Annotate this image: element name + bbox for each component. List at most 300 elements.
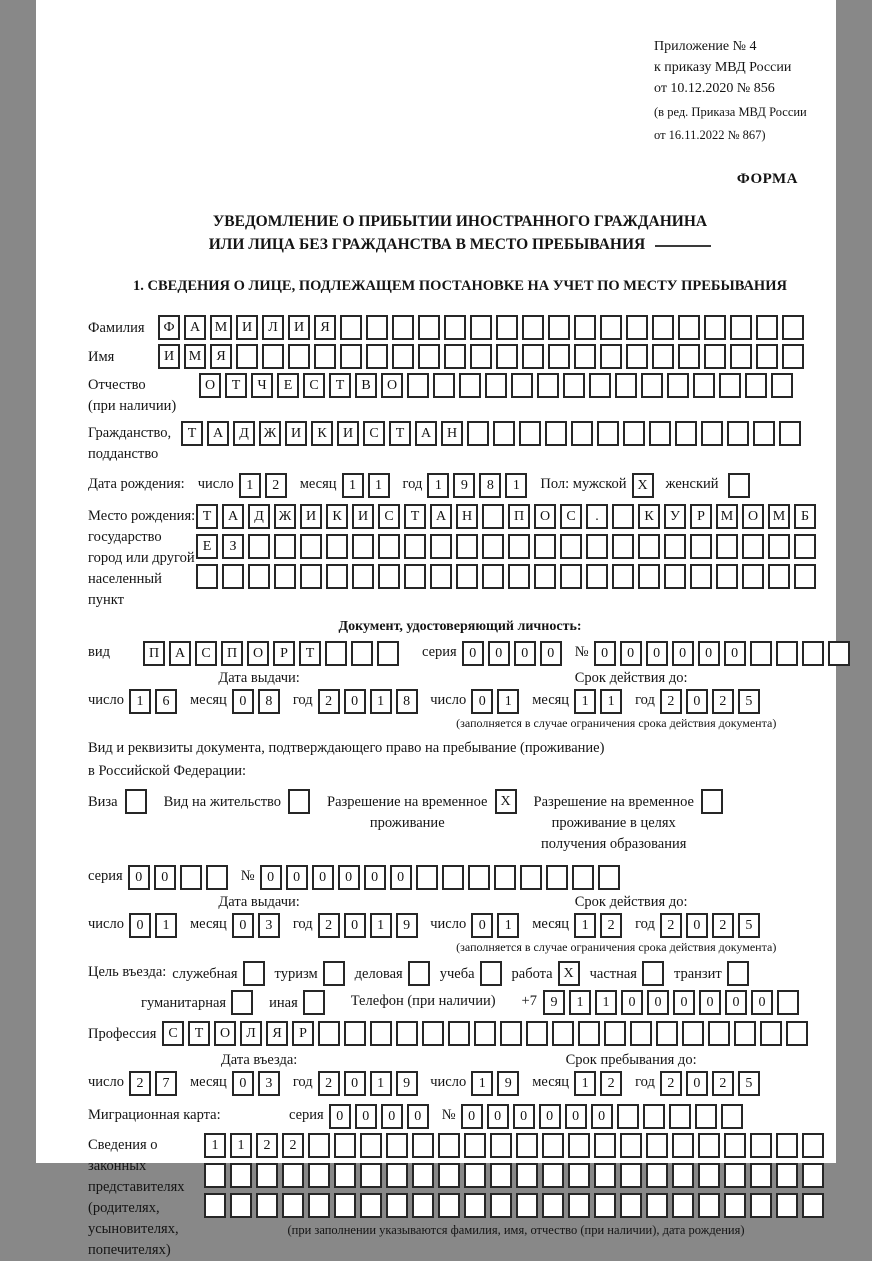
char-cell[interactable] <box>516 1193 538 1218</box>
char-cell[interactable] <box>392 315 414 340</box>
char-cell[interactable] <box>698 1133 720 1158</box>
char-cell[interactable]: Т <box>188 1021 210 1046</box>
char-cell[interactable] <box>248 534 270 559</box>
char-cell[interactable] <box>675 421 697 446</box>
char-cell[interactable]: В <box>355 373 377 398</box>
char-cell[interactable] <box>571 421 593 446</box>
char-cell[interactable]: К <box>326 504 348 529</box>
char-cell[interactable] <box>430 564 452 589</box>
char-cell[interactable] <box>586 564 608 589</box>
char-cell[interactable] <box>750 641 772 666</box>
char-cell[interactable] <box>508 564 530 589</box>
char-cell[interactable]: 0 <box>329 1104 351 1129</box>
char-cell[interactable] <box>704 344 726 369</box>
char-cell[interactable] <box>366 315 388 340</box>
char-cell[interactable]: А <box>222 504 244 529</box>
char-cell[interactable]: 1 <box>471 1071 493 1096</box>
char-cell[interactable] <box>493 421 515 446</box>
char-cell[interactable] <box>537 373 559 398</box>
char-cell[interactable] <box>574 315 596 340</box>
residence-permit-checkbox[interactable] <box>288 789 310 814</box>
char-cell[interactable]: 9 <box>543 990 565 1015</box>
purpose-official-checkbox[interactable] <box>243 961 265 986</box>
char-cell[interactable] <box>204 1163 226 1188</box>
char-cell[interactable] <box>412 1193 434 1218</box>
char-cell[interactable] <box>474 1021 496 1046</box>
female-checkbox[interactable] <box>728 473 750 498</box>
char-cell[interactable] <box>615 373 637 398</box>
char-cell[interactable]: 0 <box>698 641 720 666</box>
char-cell[interactable] <box>370 1021 392 1046</box>
char-cell[interactable] <box>360 1193 382 1218</box>
char-cell[interactable] <box>594 1193 616 1218</box>
char-cell[interactable] <box>760 1021 782 1046</box>
char-cell[interactable] <box>646 1163 668 1188</box>
char-cell[interactable] <box>546 865 568 890</box>
char-cell[interactable]: П <box>221 641 243 666</box>
char-cell[interactable] <box>377 641 399 666</box>
char-cell[interactable]: Я <box>266 1021 288 1046</box>
char-cell[interactable] <box>620 1163 642 1188</box>
char-cell[interactable] <box>326 534 348 559</box>
char-cell[interactable]: 2 <box>600 913 622 938</box>
char-cell[interactable] <box>597 421 619 446</box>
char-cell[interactable]: И <box>337 421 359 446</box>
char-cell[interactable] <box>745 373 767 398</box>
char-cell[interactable] <box>612 504 634 529</box>
char-cell[interactable]: 2 <box>712 1071 734 1096</box>
char-cell[interactable]: И <box>285 421 307 446</box>
char-cell[interactable] <box>768 564 790 589</box>
char-cell[interactable] <box>378 564 400 589</box>
char-cell[interactable] <box>678 344 700 369</box>
char-cell[interactable] <box>724 1133 746 1158</box>
char-cell[interactable] <box>586 534 608 559</box>
char-cell[interactable] <box>730 344 752 369</box>
char-cell[interactable] <box>396 1021 418 1046</box>
char-cell[interactable] <box>756 315 778 340</box>
char-cell[interactable] <box>716 534 738 559</box>
char-cell[interactable]: 8 <box>396 689 418 714</box>
char-cell[interactable] <box>604 1021 626 1046</box>
char-cell[interactable] <box>352 564 374 589</box>
char-cell[interactable]: С <box>162 1021 184 1046</box>
char-cell[interactable]: 2 <box>600 1071 622 1096</box>
char-cell[interactable] <box>724 1163 746 1188</box>
char-cell[interactable]: 1 <box>569 990 591 1015</box>
char-cell[interactable]: 0 <box>355 1104 377 1129</box>
char-cell[interactable] <box>594 1163 616 1188</box>
char-cell[interactable] <box>314 344 336 369</box>
char-cell[interactable]: 1 <box>155 913 177 938</box>
char-cell[interactable] <box>802 1133 824 1158</box>
char-cell[interactable] <box>643 1104 665 1129</box>
purpose-tourism-checkbox[interactable] <box>323 961 345 986</box>
char-cell[interactable]: М <box>716 504 738 529</box>
char-cell[interactable]: А <box>169 641 191 666</box>
char-cell[interactable] <box>721 1104 743 1129</box>
char-cell[interactable] <box>652 344 674 369</box>
char-cell[interactable]: 1 <box>204 1133 226 1158</box>
char-cell[interactable] <box>459 373 481 398</box>
char-cell[interactable]: 0 <box>620 641 642 666</box>
char-cell[interactable] <box>667 373 689 398</box>
char-cell[interactable]: 1 <box>370 913 392 938</box>
char-cell[interactable]: 0 <box>673 990 695 1015</box>
char-cell[interactable] <box>617 1104 639 1129</box>
char-cell[interactable] <box>444 315 466 340</box>
char-cell[interactable]: Т <box>181 421 203 446</box>
char-cell[interactable]: 0 <box>565 1104 587 1129</box>
char-cell[interactable] <box>664 534 686 559</box>
char-cell[interactable]: 0 <box>725 990 747 1015</box>
char-cell[interactable] <box>482 534 504 559</box>
char-cell[interactable]: Т <box>329 373 351 398</box>
char-cell[interactable]: 1 <box>342 473 364 498</box>
char-cell[interactable] <box>750 1163 772 1188</box>
char-cell[interactable]: 1 <box>427 473 449 498</box>
char-cell[interactable]: 1 <box>574 913 596 938</box>
char-cell[interactable] <box>672 1133 694 1158</box>
purpose-transit-checkbox[interactable] <box>727 961 749 986</box>
char-cell[interactable] <box>742 534 764 559</box>
char-cell[interactable] <box>750 1133 772 1158</box>
char-cell[interactable] <box>626 315 648 340</box>
char-cell[interactable] <box>776 1163 798 1188</box>
char-cell[interactable]: 0 <box>686 913 708 938</box>
char-cell[interactable] <box>716 564 738 589</box>
char-cell[interactable] <box>482 564 504 589</box>
char-cell[interactable]: 0 <box>471 913 493 938</box>
char-cell[interactable]: 0 <box>232 1071 254 1096</box>
char-cell[interactable]: Е <box>277 373 299 398</box>
char-cell[interactable]: З <box>222 534 244 559</box>
char-cell[interactable]: 8 <box>479 473 501 498</box>
char-cell[interactable] <box>802 1193 824 1218</box>
char-cell[interactable] <box>430 534 452 559</box>
char-cell[interactable]: 0 <box>471 689 493 714</box>
char-cell[interactable]: 0 <box>286 865 308 890</box>
char-cell[interactable] <box>360 1163 382 1188</box>
char-cell[interactable]: 0 <box>344 689 366 714</box>
char-cell[interactable] <box>496 344 518 369</box>
char-cell[interactable]: О <box>199 373 221 398</box>
char-cell[interactable] <box>664 564 686 589</box>
char-cell[interactable]: Я <box>314 315 336 340</box>
char-cell[interactable] <box>412 1163 434 1188</box>
char-cell[interactable]: Е <box>196 534 218 559</box>
char-cell[interactable]: 0 <box>647 990 669 1015</box>
char-cell[interactable] <box>470 344 492 369</box>
char-cell[interactable]: 0 <box>407 1104 429 1129</box>
char-cell[interactable]: 0 <box>514 641 536 666</box>
char-cell[interactable]: Л <box>262 315 284 340</box>
char-cell[interactable]: 2 <box>318 913 340 938</box>
char-cell[interactable]: 0 <box>724 641 746 666</box>
char-cell[interactable] <box>404 534 426 559</box>
char-cell[interactable]: 0 <box>591 1104 613 1129</box>
char-cell[interactable] <box>438 1193 460 1218</box>
char-cell[interactable] <box>433 373 455 398</box>
char-cell[interactable]: Н <box>456 504 478 529</box>
char-cell[interactable] <box>516 1133 538 1158</box>
char-cell[interactable] <box>519 421 541 446</box>
char-cell[interactable]: О <box>247 641 269 666</box>
char-cell[interactable] <box>698 1163 720 1188</box>
char-cell[interactable]: 0 <box>381 1104 403 1129</box>
char-cell[interactable]: 1 <box>595 990 617 1015</box>
char-cell[interactable]: Т <box>299 641 321 666</box>
char-cell[interactable]: 5 <box>738 689 760 714</box>
char-cell[interactable] <box>526 1021 548 1046</box>
char-cell[interactable]: 0 <box>461 1104 483 1129</box>
char-cell[interactable] <box>511 373 533 398</box>
char-cell[interactable]: 0 <box>488 641 510 666</box>
char-cell[interactable]: 0 <box>646 641 668 666</box>
char-cell[interactable] <box>776 1133 798 1158</box>
char-cell[interactable] <box>392 344 414 369</box>
char-cell[interactable] <box>690 564 712 589</box>
char-cell[interactable] <box>626 344 648 369</box>
char-cell[interactable] <box>378 534 400 559</box>
char-cell[interactable] <box>308 1193 330 1218</box>
char-cell[interactable] <box>548 315 570 340</box>
char-cell[interactable] <box>444 344 466 369</box>
char-cell[interactable] <box>422 1021 444 1046</box>
char-cell[interactable] <box>560 564 582 589</box>
char-cell[interactable]: Д <box>233 421 255 446</box>
char-cell[interactable] <box>344 1021 366 1046</box>
char-cell[interactable]: 0 <box>129 913 151 938</box>
char-cell[interactable] <box>386 1193 408 1218</box>
char-cell[interactable]: С <box>195 641 217 666</box>
char-cell[interactable]: П <box>143 641 165 666</box>
char-cell[interactable]: Я <box>210 344 232 369</box>
char-cell[interactable] <box>485 373 507 398</box>
char-cell[interactable] <box>542 1193 564 1218</box>
purpose-work-checkbox[interactable]: X <box>558 961 580 986</box>
char-cell[interactable] <box>508 534 530 559</box>
char-cell[interactable]: Д <box>248 504 270 529</box>
char-cell[interactable] <box>724 1193 746 1218</box>
char-cell[interactable] <box>646 1133 668 1158</box>
char-cell[interactable] <box>222 564 244 589</box>
char-cell[interactable] <box>438 1133 460 1158</box>
char-cell[interactable]: 0 <box>686 1071 708 1096</box>
char-cell[interactable] <box>496 315 518 340</box>
char-cell[interactable]: 1 <box>574 689 596 714</box>
char-cell[interactable]: И <box>236 315 258 340</box>
char-cell[interactable] <box>750 1193 772 1218</box>
char-cell[interactable] <box>638 564 660 589</box>
char-cell[interactable]: 2 <box>282 1133 304 1158</box>
char-cell[interactable]: Т <box>404 504 426 529</box>
char-cell[interactable] <box>802 1163 824 1188</box>
char-cell[interactable]: Т <box>225 373 247 398</box>
char-cell[interactable] <box>470 315 492 340</box>
purpose-study-checkbox[interactable] <box>480 961 502 986</box>
char-cell[interactable]: 1 <box>574 1071 596 1096</box>
char-cell[interactable] <box>482 504 504 529</box>
char-cell[interactable] <box>464 1163 486 1188</box>
char-cell[interactable]: 0 <box>621 990 643 1015</box>
char-cell[interactable]: О <box>534 504 556 529</box>
char-cell[interactable] <box>768 534 790 559</box>
char-cell[interactable]: 1 <box>497 689 519 714</box>
char-cell[interactable]: 8 <box>258 689 280 714</box>
char-cell[interactable] <box>777 990 799 1015</box>
char-cell[interactable] <box>794 564 816 589</box>
char-cell[interactable]: О <box>381 373 403 398</box>
char-cell[interactable] <box>334 1193 356 1218</box>
char-cell[interactable]: 1 <box>600 689 622 714</box>
char-cell[interactable] <box>288 344 310 369</box>
char-cell[interactable]: 1 <box>370 689 392 714</box>
char-cell[interactable] <box>464 1133 486 1158</box>
char-cell[interactable]: Р <box>690 504 712 529</box>
char-cell[interactable]: 2 <box>660 913 682 938</box>
char-cell[interactable]: И <box>288 315 310 340</box>
char-cell[interactable]: А <box>430 504 452 529</box>
char-cell[interactable]: 0 <box>390 865 412 890</box>
char-cell[interactable] <box>612 564 634 589</box>
char-cell[interactable] <box>438 1163 460 1188</box>
char-cell[interactable] <box>204 1193 226 1218</box>
char-cell[interactable]: К <box>311 421 333 446</box>
char-cell[interactable]: А <box>207 421 229 446</box>
char-cell[interactable] <box>672 1163 694 1188</box>
char-cell[interactable] <box>468 865 490 890</box>
char-cell[interactable] <box>236 344 258 369</box>
char-cell[interactable]: И <box>352 504 374 529</box>
char-cell[interactable]: Б <box>794 504 816 529</box>
char-cell[interactable] <box>196 564 218 589</box>
char-cell[interactable]: 9 <box>396 913 418 938</box>
char-cell[interactable]: М <box>768 504 790 529</box>
char-cell[interactable]: И <box>158 344 180 369</box>
char-cell[interactable] <box>698 1193 720 1218</box>
char-cell[interactable]: 0 <box>344 1071 366 1096</box>
char-cell[interactable] <box>326 564 348 589</box>
char-cell[interactable]: С <box>363 421 385 446</box>
char-cell[interactable] <box>351 641 373 666</box>
char-cell[interactable]: 0 <box>344 913 366 938</box>
char-cell[interactable] <box>300 534 322 559</box>
char-cell[interactable] <box>572 865 594 890</box>
char-cell[interactable]: 0 <box>686 689 708 714</box>
char-cell[interactable] <box>669 1104 691 1129</box>
char-cell[interactable]: А <box>415 421 437 446</box>
temp-residence-checkbox[interactable]: X <box>495 789 517 814</box>
char-cell[interactable]: 0 <box>539 1104 561 1129</box>
char-cell[interactable]: 0 <box>312 865 334 890</box>
char-cell[interactable] <box>753 421 775 446</box>
char-cell[interactable]: Н <box>441 421 463 446</box>
char-cell[interactable] <box>672 1193 694 1218</box>
char-cell[interactable] <box>386 1163 408 1188</box>
char-cell[interactable] <box>704 315 726 340</box>
char-cell[interactable] <box>782 344 804 369</box>
char-cell[interactable] <box>542 1163 564 1188</box>
char-cell[interactable] <box>352 534 374 559</box>
char-cell[interactable] <box>490 1193 512 1218</box>
char-cell[interactable] <box>589 373 611 398</box>
char-cell[interactable] <box>325 641 347 666</box>
char-cell[interactable] <box>520 865 542 890</box>
char-cell[interactable] <box>620 1133 642 1158</box>
char-cell[interactable]: 0 <box>513 1104 535 1129</box>
char-cell[interactable]: 7 <box>155 1071 177 1096</box>
char-cell[interactable]: Ф <box>158 315 180 340</box>
char-cell[interactable]: 0 <box>699 990 721 1015</box>
char-cell[interactable] <box>782 315 804 340</box>
char-cell[interactable] <box>568 1133 590 1158</box>
char-cell[interactable] <box>630 1021 652 1046</box>
char-cell[interactable]: 9 <box>396 1071 418 1096</box>
char-cell[interactable] <box>701 421 723 446</box>
char-cell[interactable]: Ж <box>274 504 296 529</box>
char-cell[interactable]: 1 <box>370 1071 392 1096</box>
char-cell[interactable] <box>522 315 544 340</box>
char-cell[interactable]: Л <box>240 1021 262 1046</box>
char-cell[interactable]: 2 <box>318 689 340 714</box>
char-cell[interactable] <box>534 534 556 559</box>
purpose-private-checkbox[interactable] <box>642 961 664 986</box>
char-cell[interactable]: 3 <box>258 1071 280 1096</box>
char-cell[interactable] <box>456 534 478 559</box>
char-cell[interactable] <box>500 1021 522 1046</box>
char-cell[interactable] <box>206 865 228 890</box>
char-cell[interactable] <box>578 1021 600 1046</box>
char-cell[interactable] <box>282 1193 304 1218</box>
char-cell[interactable] <box>418 344 440 369</box>
char-cell[interactable] <box>828 641 850 666</box>
purpose-other-checkbox[interactable] <box>303 990 325 1015</box>
char-cell[interactable] <box>708 1021 730 1046</box>
char-cell[interactable] <box>404 564 426 589</box>
char-cell[interactable] <box>802 641 824 666</box>
char-cell[interactable]: 2 <box>256 1133 278 1158</box>
char-cell[interactable] <box>779 421 801 446</box>
char-cell[interactable]: С <box>378 504 400 529</box>
char-cell[interactable] <box>776 1193 798 1218</box>
char-cell[interactable] <box>456 564 478 589</box>
char-cell[interactable]: 1 <box>230 1133 252 1158</box>
char-cell[interactable] <box>563 373 585 398</box>
char-cell[interactable] <box>467 421 489 446</box>
char-cell[interactable]: Т <box>389 421 411 446</box>
char-cell[interactable]: 0 <box>128 865 150 890</box>
char-cell[interactable] <box>719 373 741 398</box>
char-cell[interactable] <box>560 534 582 559</box>
char-cell[interactable] <box>407 373 429 398</box>
char-cell[interactable] <box>545 421 567 446</box>
char-cell[interactable] <box>300 564 322 589</box>
char-cell[interactable] <box>693 373 715 398</box>
char-cell[interactable]: 0 <box>672 641 694 666</box>
char-cell[interactable]: 0 <box>364 865 386 890</box>
char-cell[interactable]: Р <box>292 1021 314 1046</box>
char-cell[interactable] <box>340 344 362 369</box>
char-cell[interactable]: 9 <box>453 473 475 498</box>
edu-residence-checkbox[interactable] <box>701 789 723 814</box>
char-cell[interactable] <box>318 1021 340 1046</box>
char-cell[interactable] <box>334 1163 356 1188</box>
char-cell[interactable] <box>334 1133 356 1158</box>
char-cell[interactable] <box>490 1133 512 1158</box>
char-cell[interactable] <box>448 1021 470 1046</box>
char-cell[interactable] <box>180 865 202 890</box>
